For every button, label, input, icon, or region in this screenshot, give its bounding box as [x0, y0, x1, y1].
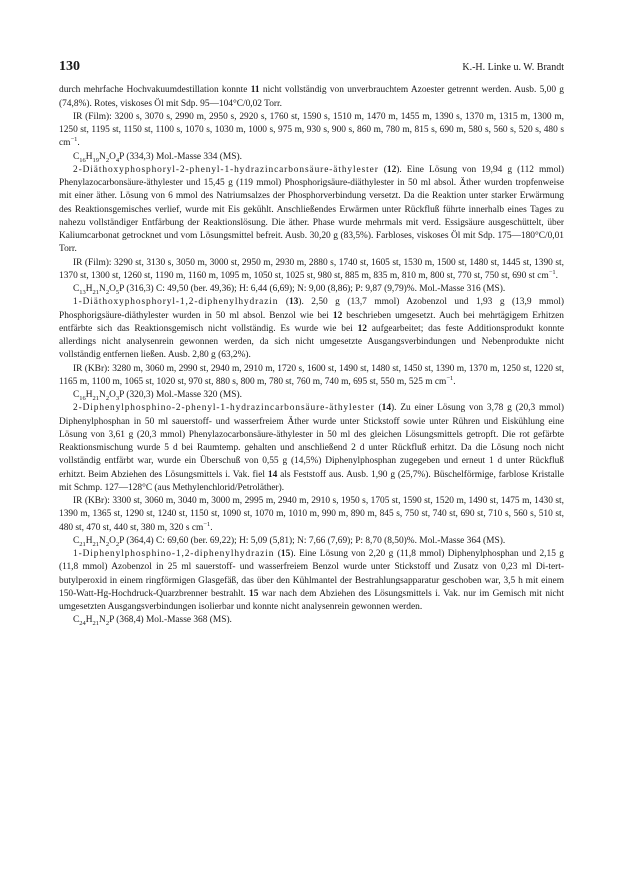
subscript: 21: [92, 620, 100, 628]
text-run: IR (KBr): 3300 st, 3060 m, 3040 m, 3000 m, 2995 m, 2940 m, 2910 s, 1950 s, 1705 st, 1590 st, 1520 m, 1490 st, 1475 m, 1430 st, 1390 m, 1365 st, 1290 st, 1240 st, 1150 st, 1090 st, 1070 m, 1010 m, 990 m, 890 m, 845 s, 750 st, 740 st, 690 st, 710 s, 560 s, 510 st, 480 st, 470 st, 440 st, 380 m, 320 s cm: [59, 496, 564, 533]
text-run: O: [109, 390, 116, 400]
paragraph-p2: [59, 111, 564, 151]
subscript: 2: [105, 288, 110, 296]
subscript: 3: [115, 394, 120, 402]
text-run: N: [99, 390, 106, 400]
paragraph-p7: [59, 296, 564, 362]
text-run: N: [99, 151, 106, 162]
subscript: 21: [79, 540, 86, 548]
subscript: 5: [115, 288, 120, 296]
text-run: N: [99, 615, 106, 626]
superscript: −1: [548, 268, 556, 276]
compound-number: 12: [386, 164, 397, 175]
compound-number: 14: [267, 469, 278, 480]
text-run: O: [109, 151, 116, 162]
compound-number: 14: [381, 403, 392, 414]
text-run: (: [374, 403, 382, 414]
document-page: [59, 60, 564, 628]
text-run: P (364,4) C: 69,60 (ber. 69,22); H: 5,09 (5,81); N: 7,66 (7,69); P: 8,70 (8,50)%. Mol.-Masse 364 (MS).: [119, 535, 506, 546]
subscript: 16: [79, 394, 86, 402]
text-run: IR (Film): 3290 st, 3130 s, 3050 m, 3000 st, 2950 m, 2930 m, 2880 s, 1740 st, 1605 st, 1530 m, 1500 st, 1480 st, 1445 st, 1390 st, 1370 st, 1300 st, 1260 st, 1190 m, 1160 m, 1095 m, 1050 st, 1025 st, 980 st, 885 m, 835 m, 810 m, 800 st, 770 st, 750 st, 690 st cm: [59, 257, 564, 281]
subscript: 16: [79, 156, 86, 164]
page-header: [59, 60, 564, 74]
text-run: H: [85, 535, 93, 546]
subscript: 24: [79, 620, 86, 628]
compound-name: 1-Diäthoxyphosphoryl-1,2-diphenylhydrazin: [73, 297, 279, 308]
text-run: ). Eine Lösung von 2,20 g (11,8 mmol) Diphenylphosphan und 2,15 g (11,8 mmol) Azobenzol in 25 ml sauerstoff- und wasserfreiem Benzol wurde unter Stickstoff und Zusatz von 0,23 ml Di-tert-butylperoxid in einem ringförmigen Glasgefäß, das über den Kühlmantel der Bestrahlungsapparatur geschoben war, 3,5 h mit einem 150-Watt-Hg-Hochdruck-Quarzbrenner bestrahlt.: [59, 549, 564, 599]
paragraph-p4: [59, 164, 564, 257]
subscript: 2: [115, 540, 120, 548]
paragraph-p12: [59, 535, 564, 548]
compound-name: 2-Diphenylphosphino-2-phenyl-1-hydrazincarbonsäure-äthylester: [73, 403, 375, 414]
subscript: 2: [105, 620, 110, 628]
text-run: N: [99, 535, 106, 546]
paragraph-p1: [59, 84, 564, 111]
compound-number: 11: [250, 85, 260, 96]
compound-number: 15: [249, 588, 259, 599]
text-run: C: [73, 535, 80, 546]
paragraph-p8: [59, 363, 564, 390]
compound-name: 1-Diphenylphosphino-1,2-diphenylhydrazin: [73, 549, 275, 559]
text-run: H: [85, 390, 93, 400]
text-run: C: [73, 615, 80, 626]
text-run: (: [278, 297, 289, 308]
subscript: 2: [105, 540, 110, 548]
paragraph-p6: [59, 283, 564, 296]
text-run: IR (KBr): 3280 m, 3060 m, 2990 st, 2940 m, 2910 m, 1720 s, 1600 st, 1490 st, 1480 st, 1450 st, 1390 m, 1370 m, 1250 st, 1220 st, 1165 m, 1100 m, 1065 st, 1020 st, 970 st, 880 s, 800 m, 780 st, 760 m, 740 m, 695 st, 550 m, 525 m cm: [59, 363, 564, 387]
text-run: (: [274, 549, 281, 559]
paragraph-p10: [59, 402, 564, 495]
text-run: als Feststoff aus. Ausb. 1,90 g (25,7%). Büschelförmige, farblose Kristalle mit Schmp. 127—128°C (aus Methylenchlorid/Petroläther).: [59, 469, 564, 493]
text-run: C: [73, 284, 80, 294]
subscript: 2: [105, 156, 110, 164]
superscript: −1: [70, 136, 78, 144]
compound-name: 2-Diäthoxyphosphoryl-2-phenyl-1-hydrazincarbonsäure-äthylester: [73, 164, 379, 175]
text-run: ). 2,50 g (13,7 mmol) Azobenzol und 1,93 g (13,9 mmol) Phosphorigsäure-diäthylester wurden in 50 ml absol. Benzol wie bei: [59, 297, 565, 321]
text-run: ). Eine Lösung von 19,94 g (112 mmol) Phenylazocarbonsäure-äthylester und 15,45 g (119 mmol) Phosphorigsäure-diäthylester in 50 ml absol. Äther wurden tropfenweise mit einer äther. Lösung von 6 mmol des Natriumsalzes der Phosphorverbindung versetzt. Da die Reaktion unter starker Erwärmung des Reaktionsgemisches verlief, wurde mit Eis gekühlt. Anschließendes Erwärmen unter Rückfluß führte innerhalb eines Tages zu nahezu vollständiger Entfärbung der Reaktionslösung. Die äther. Phase wurde mehrmals mit verd. Essigsäure ausgeschüttelt, über Kaliumcarbonat getrocknet und vom Lösungsmittel befreit. Ausb. 30,20 g (83,5%). Farbloses, viskoses Öl mit Sdp. 175—180°C/0,01 Torr.: [59, 164, 565, 255]
text-run: .: [555, 270, 558, 281]
running-head-authors: K.-H. Linke u. W. Brandt: [462, 62, 564, 73]
text-run: H: [85, 151, 93, 162]
text-run: H: [85, 284, 93, 294]
text-run: P (368,4) Mol.-Masse 368 (MS).: [109, 615, 232, 626]
paragraph-p14: [59, 614, 564, 627]
paragraph-p5: [59, 257, 564, 284]
text-run: P (334,3) Mol.-Masse 334 (MS).: [119, 151, 242, 162]
text-run: .: [453, 376, 456, 387]
text-run: H: [85, 615, 93, 626]
text-run: .: [77, 138, 80, 149]
text-run: C: [73, 151, 80, 162]
text-run: P (316,3) C: 49,50 (ber. 49,36); H: 6,44 (6,69); N: 9,00 (8,86); P: 9,87 (9,79)%. Mol.-Masse 316 (MS).: [119, 284, 506, 294]
text-run: IR (Film): 3200 s, 3070 s, 2990 m, 2950 s, 2920 s, 1760 st, 1590 s, 1510 m, 1470 m, 1455 m, 1390 s, 1370 m, 1315 m, 1300 m, 1250 st, 1195 st, 1150 st, 1100 s, 1070 s, 1030 m, 1000 s, 975 m, 930 s, 900 s, 860 m, 780 m, 815 s, 690 m, 580 s, 560 s, 520 s, 480 s cm: [59, 111, 564, 149]
compound-number: 12: [357, 323, 367, 334]
compound-number: 15: [280, 549, 291, 559]
text-run: O: [109, 535, 116, 546]
page-number: 130: [59, 59, 80, 74]
text-run: nicht vollständig von unverbrauchtem Azoester getrennt werden. Ausb. 5,00 g (74,8%). Rotes, viskoses Öl mit Sdp. 95—104°C/0,02 Torr.: [59, 85, 564, 109]
superscript: −1: [446, 374, 454, 382]
paragraph-p9: [59, 389, 564, 402]
body-text: [59, 84, 564, 627]
paragraph-p3: [59, 151, 564, 164]
text-run: aufgearbeitet; das feste Additionsprodukt konnte allerdings nicht analysenrein gewonnen werden, da sich nicht umgesetzte Ausgangsverbindungen und Nebenprodukte nicht vollständig entfernen ließen. Ausb. 2,80 g (63,2%).: [59, 323, 564, 361]
subscript: 2: [105, 394, 110, 402]
subscript: 19: [92, 156, 100, 164]
text-run: (: [378, 164, 387, 175]
superscript: −1: [203, 520, 211, 528]
text-run: war nach dem Abziehen des Lösungsmittels i. Vak. nur im Gemisch mit nicht umgesetzten Ausgangsverbindungen isolierbar und konnte nicht analysenrein gewonnen werden.: [59, 588, 564, 612]
paragraph-p11: [59, 495, 564, 535]
text-run: durch mehrfache Hochvakuumdestillation konnte: [59, 85, 251, 96]
subscript: 4: [115, 156, 120, 164]
text-run: ). Zu einer Lösung von 3,78 g (20,3 mmol) Diphenylphosphan in 50 ml sauerstoff- und wasserfreiem Äther wurde unter Stickstoff sowie unter Rühren und Eiskühlung eine Lösung von 3,61 g (20,3 mmol) Phenylazocarbonsäure-äthylester in 50 ml des gleichen Lösungsmittels getropft. Die rot gefärbte Reaktionsmischung wurde 5 d bei Raumtemp. gehalten und anschließend 2 d unter Rückfluß erhitzt. Da die Lösung noch nicht vollständig entfärbt war, wurde ein Überschuß von 0,55 g (14,5%) Diphenylphosphan zugegeben und erneut 1 d unter Rückfluß erhitzt. Beim Abziehen des Lösungsmittels i. Vak. fiel: [59, 403, 564, 480]
compound-number: 12: [332, 310, 343, 321]
text-run: C: [73, 390, 80, 400]
subscript: 21: [92, 288, 100, 296]
text-run: beschrieben umgesetzt. Auch bei mehrtägigem Erhitzen entfärbte sich das Reaktionsgemisch nicht vollständig. Es wurde wie bei: [59, 310, 564, 334]
text-run: N: [99, 284, 106, 294]
subscript: 13: [79, 288, 86, 296]
subscript: 21: [92, 540, 100, 548]
compound-number: 13: [288, 297, 299, 308]
paragraph-p13: [59, 548, 564, 614]
subscript: 21: [92, 394, 100, 402]
text-run: O: [109, 284, 116, 294]
text-run: P (320,3) Mol.-Masse 320 (MS).: [119, 390, 242, 400]
text-run: .: [210, 522, 213, 533]
